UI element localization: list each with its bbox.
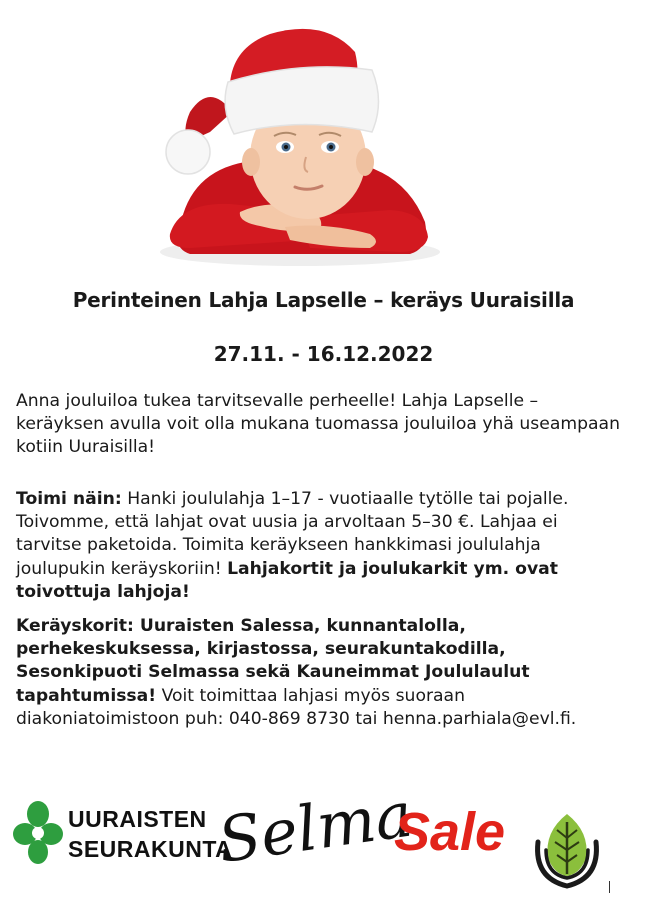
date-range: 27.11. - 16.12.2022 [213, 342, 434, 366]
instructions-emphasis: Lahjakortit ja joulukarkit ym. ovat toivottuja lahjoja! [16, 558, 558, 602]
child-santa-hat-image [150, 12, 470, 274]
sale-logo [392, 800, 527, 860]
baskets-label: Keräyskorit: Uuraisten Salessa, kunnantalolla, perhekeskuksessa, kirjastossa, seurakuntakodilla, Sesonkipuoti Selmassa sekä Kauneimmat Joululaulut tapahtumissa! [16, 616, 530, 706]
seurakunta-logo [14, 800, 233, 880]
text-cursor [609, 881, 610, 893]
baskets-paragraph [16, 615, 628, 731]
seurakunta-line2: SEURAKUNTA [68, 836, 233, 862]
selma-logo [212, 770, 417, 880]
sale-wordmark: Sale [394, 802, 506, 862]
instructions-label: Toimi näin: [16, 489, 122, 509]
selma-wordmark: Selma [213, 777, 417, 877]
leaf-hands-icon [528, 808, 606, 892]
seurakunta-name [68, 804, 232, 864]
clover-icon [14, 800, 62, 870]
sponsor-logos [0, 760, 647, 900]
intro-paragraph: Anna jouluiloa tukea tarvitsevalle perheelle! Lahja Lapselle – keräyksen avulla voit olla mukana tuomassa jouluiloa yhä useampaan kotiin Uuraisilla! [16, 391, 620, 458]
instructions-text: Hanki joululahja 1–17 - vuotiaalle tytölle tai pojalle. Toivomme, että lahjat ovat uusia ja arvoltaan 5–30 €. Lahjaa ei tarvitse paketoida. Toimita keräykseen hankkimasi joululahja joulupukin keräyskoriin! [16, 489, 569, 579]
instructions-paragraph [16, 488, 628, 604]
page-title: Perinteinen Lahja Lapselle – keräys Uuraisilla [72, 288, 575, 312]
seurakunta-line1: UURAISTEN [68, 806, 207, 832]
baskets-text: Voit toimittaa lahjasi myös suoraan diakoniatoimistoon puh: 040-869 8730 tai henna.parhiala@evl.fi. [16, 685, 577, 729]
